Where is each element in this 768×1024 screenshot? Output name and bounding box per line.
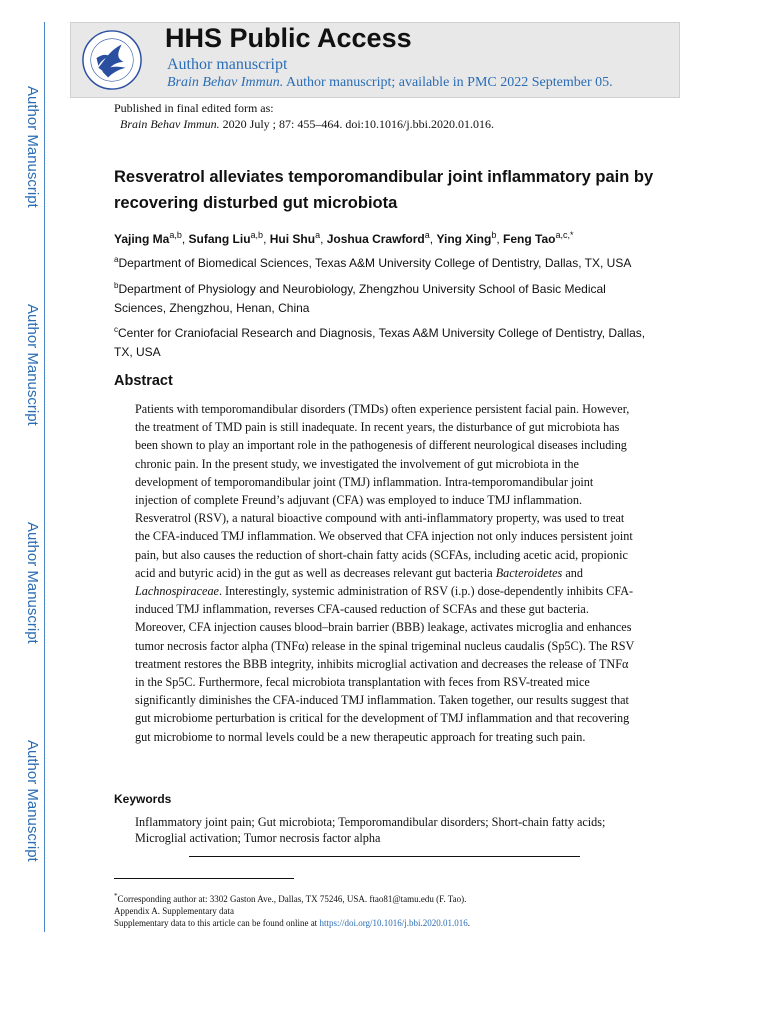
abstract-and: and xyxy=(562,565,583,580)
author-affiliation-sup: b xyxy=(491,230,497,240)
author-name: Feng Tao xyxy=(503,232,556,246)
author-affiliation-sup: a,b xyxy=(250,230,264,240)
author-name: Yajing Ma xyxy=(114,232,170,246)
published-label: Published in final edited form as: xyxy=(114,101,274,115)
hhs-eagle-seal-icon xyxy=(81,29,143,91)
affiliation-c xyxy=(114,320,654,362)
supplementary-prefix: Supplementary data to this article can be found online at xyxy=(114,918,320,928)
affiliation-sup: a xyxy=(114,255,119,264)
affiliation-text: Department of Biomedical Sciences, Texas A&M University College of Dentistry, Dallas, TX, USA xyxy=(118,256,632,270)
appendix-note: Appendix A. Supplementary data xyxy=(114,906,234,916)
author-name: Joshua Crawford xyxy=(326,232,425,246)
author-list: Yajing Ma$^{a,b}$, Sufang Liu$^{a,b}$, Hui Shu$^a$, Joshua Crawford$^a$, Ying Xing$^b$, Feng Tao$^{a,c,*}$ xyxy=(114,230,574,246)
supplementary-doi-link[interactable]: https://doi.org/10.1016/j.bbi.2020.01.016 xyxy=(319,918,468,928)
header-journal-name: Brain Behav Immun. xyxy=(167,75,284,90)
affiliation-text: Department of Physiology and Neurobiology, Zhengzhou University School of Basic Medical Sciences, Zhengzhou, Henan, China xyxy=(114,282,606,315)
keywords-heading: Keywords xyxy=(114,792,172,806)
abstract-body xyxy=(135,400,635,746)
footnote-divider xyxy=(114,878,294,879)
published-journal: Brain Behav Immun. xyxy=(120,117,220,131)
abstract-part-1: Patients with temporomandibular disorders (TMDs) often experience persistent facial pain. However, the treatment of TMD pain is still inadequate. In recent years, the disturbance of gut microbiota has been shown to play an important role in the pathogenesis of different neurological diseases including chronic pain. In the present study, we investigated the involvement of gut microbiota in the development of temporomandibular joint (TMJ) inflammation. Intra-temporomandibular joint injection of complete Freund’s adjuvant (CFA) was employed to induce TMJ inflammation. Resveratrol (RSV), a natural bioactive compound with anti-inflammatory property, was used to treat the CFA-induced TMJ inflammation. We observed that CFA injection not only induces persistent joint pain, but also causes the reduction of short-chain fatty acids (SCFAs, including acetic acid, propionic acid and butyric acid) in the gut as well as decreases relevant gut bacteria xyxy=(135,402,633,580)
section-divider xyxy=(189,856,580,857)
supplementary-suffix: . xyxy=(467,918,471,928)
footnotes xyxy=(114,890,674,929)
author-name: Sufang Liu xyxy=(188,232,251,246)
author-affiliation-sup: a,b xyxy=(169,230,182,240)
sidebar-rule xyxy=(44,22,45,932)
author-affiliation-sup: a,c,* xyxy=(555,230,574,240)
sidebar-label-author-manuscript: Author Manuscript xyxy=(24,86,41,208)
abstract-taxon-1: Bacteroidetes xyxy=(495,565,563,580)
sidebar-label-author-manuscript: Author Manuscript xyxy=(24,740,41,862)
published-citation-details: 2020 July ; 87: 455–464. doi:10.1016/j.bbi.2020.01.016. xyxy=(219,117,494,131)
header-title: HHS Public Access xyxy=(165,23,412,53)
affiliation-sup: c xyxy=(114,325,118,334)
author-name: Ying Xing xyxy=(436,232,492,246)
author-affiliation-sup: a xyxy=(315,230,321,240)
supplementary-note xyxy=(114,917,674,929)
header-journal-line xyxy=(167,75,613,91)
corresponding-author-note xyxy=(114,890,674,905)
hhs-header xyxy=(70,22,680,98)
affiliation-text: Center for Craniofacial Research and Diagnosis, Texas A&M University College of Dentistry, Dallas, TX, USA xyxy=(114,326,646,359)
header-availability: Author manuscript; available in PMC 2022 September 05. xyxy=(283,75,613,90)
affiliation-a xyxy=(114,250,654,273)
abstract-taxon-2: Lachnospiraceae xyxy=(135,584,219,599)
author-name: Hui Shu xyxy=(269,232,316,246)
author-affiliation-sup: a xyxy=(424,230,430,240)
header-subtitle: Author manuscript xyxy=(167,56,288,73)
keywords-list: Inflammatory joint pain; Gut microbiota; Temporomandibular disorders; Short-chain fatty acids; Microglial activation; Tumor necrosis factor alpha xyxy=(135,815,606,845)
affiliation-b xyxy=(114,276,654,318)
sidebar-label-author-manuscript: Author Manuscript xyxy=(24,304,41,426)
abstract-heading: Abstract xyxy=(114,373,173,389)
article-title: Resveratrol alleviates temporomandibular joint inflammatory pain by recovering disturbed gut microbiota xyxy=(114,168,654,212)
corresponding-sup: * xyxy=(114,892,118,900)
published-citation xyxy=(114,116,494,132)
corresponding-text: Corresponding author at: 3302 Gaston Ave., Dallas, TX 75246, USA. ftao81@tamu.edu (F. Tao). xyxy=(117,894,467,904)
published-block xyxy=(114,100,494,132)
sidebar-label-author-manuscript: Author Manuscript xyxy=(24,522,41,644)
affiliation-sup: b xyxy=(114,281,119,290)
abstract-part-2: . Interestingly, systemic administration of RSV (i.p.) dose-dependently inhibits CFA-induced TMJ inflammation, reverses CFA-caused reduction of SCFAs and these gut bacteria. Moreover, CFA injection causes blood–brain barrier (BBB) leakage, activates microglia and enhances tumor necrosis factor alpha (TNFα) release in the spinal trigeminal nucleus caudalis (Sp5C). The RSV treatment restores the BBB integrity, inhibits microglial activation and decreases the release of TNFα in the Sp5C. Furthermore, fecal microbiota transplantation with feces from RSV-treated mice significantly diminishes the CFA-induced TMJ inflammation. Taken together, our results suggest that gut microbiome perturbation is critical for the development of TMJ inflammation and that recovering gut microbiome to normal levels could be a new therapeutic approach for treating such pain. xyxy=(135,584,635,744)
